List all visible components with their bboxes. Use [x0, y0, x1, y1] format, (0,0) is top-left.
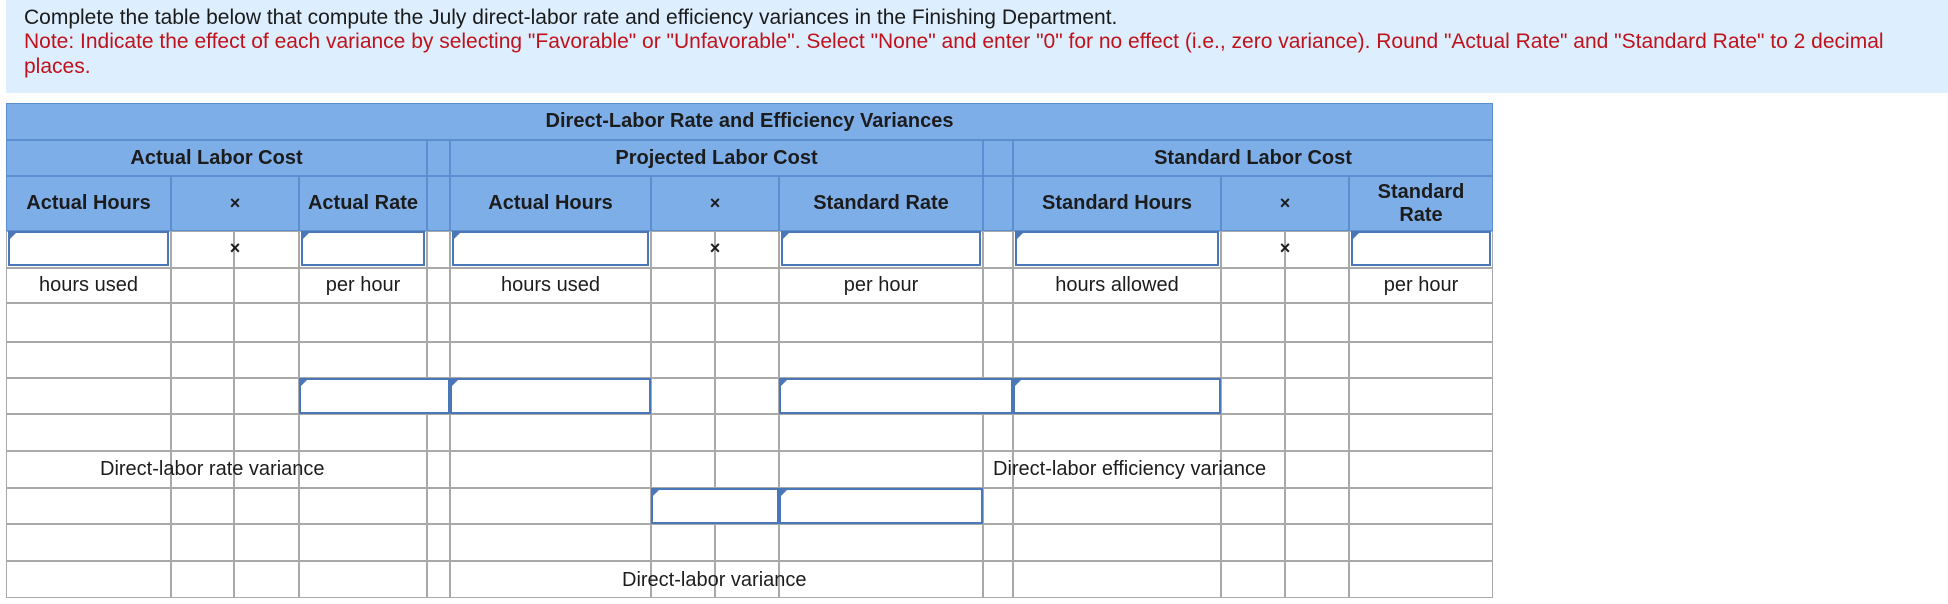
grid-cell [171, 414, 234, 451]
grid-cell [1285, 451, 1349, 488]
actual-labor-cost-input[interactable] [299, 378, 450, 414]
grid-cell [1349, 561, 1493, 598]
grid-cell [1349, 451, 1493, 488]
projected-standard-rate-input[interactable] [781, 231, 981, 266]
grid-cell [450, 524, 651, 561]
unit-per-hour: per hour [325, 273, 401, 296]
grid-cell [1013, 524, 1221, 561]
col-projected-actual-hours: Actual Hours [450, 176, 651, 231]
standard-hours-input[interactable] [1015, 231, 1219, 266]
grid-cell [1285, 268, 1349, 303]
grid-cell [983, 342, 1013, 378]
actual-rate-input[interactable] [301, 231, 425, 266]
grid-cell [6, 561, 171, 598]
grid-cell [983, 561, 1013, 598]
standard-labor-cost-input[interactable] [1013, 378, 1221, 414]
times-sign: × [709, 238, 721, 258]
grid-cell [1013, 303, 1221, 342]
grid-cell [171, 342, 234, 378]
grid-cell [1221, 342, 1285, 378]
grid-cell [1221, 561, 1285, 598]
grid-cell [234, 524, 299, 561]
col-actual-hours: Actual Hours [6, 176, 171, 231]
grid-cell [234, 303, 299, 342]
grid-cell [779, 451, 983, 488]
col-std-standard-rate: Standard Rate [1349, 176, 1493, 231]
grid-cell [779, 524, 983, 561]
unit-per-hour: per hour [1383, 273, 1459, 296]
group-actual-labor-cost: Actual Labor Cost [6, 140, 427, 176]
grid-cell [983, 524, 1013, 561]
grid-cell [450, 303, 651, 342]
grid-cell [1013, 342, 1221, 378]
variance-amount-input[interactable] [651, 488, 779, 524]
grid-cell [171, 378, 234, 414]
grid-cell [715, 524, 779, 561]
actual-hours-input[interactable] [8, 231, 169, 266]
grid-cell [715, 414, 779, 451]
grid-cell [651, 451, 715, 488]
grid-cell [450, 561, 651, 598]
grid-cell [427, 524, 450, 561]
grid-cell [427, 303, 450, 342]
grid-cell [1349, 524, 1493, 561]
grid-cell [1013, 561, 1221, 598]
grid-cell [1221, 303, 1285, 342]
grid-cell [427, 451, 450, 488]
grid-cell [1013, 488, 1221, 524]
variance-effect-select[interactable] [779, 488, 983, 524]
grid-cell [779, 414, 983, 451]
grid-cell [234, 414, 299, 451]
grid-cell [1285, 524, 1349, 561]
standard-rate-input[interactable] [1351, 231, 1491, 266]
col-standard-hours: Standard Hours [1013, 176, 1221, 231]
grid-cell [651, 524, 715, 561]
grid-cell [427, 268, 450, 303]
grid-cell [1285, 561, 1349, 598]
grid-cell [1221, 524, 1285, 561]
times-sign: × [229, 238, 241, 258]
total-variance-label: Direct-labor variance [622, 569, 807, 591]
grid-cell [6, 342, 171, 378]
grid-cell [715, 451, 779, 488]
grid-cell [983, 488, 1013, 524]
col-times: × [651, 176, 779, 231]
col-standard-rate: Standard Rate [779, 176, 983, 231]
grid-cell [171, 561, 234, 598]
grid-cell [299, 303, 427, 342]
grid-cell [651, 414, 715, 451]
grid-cell [6, 303, 171, 342]
grid-cell [171, 524, 234, 561]
grid-cell [1349, 303, 1493, 342]
grid-cell [983, 231, 1013, 268]
header-spacer [427, 176, 450, 231]
grid-cell [651, 303, 715, 342]
projected-labor-cost-2-input[interactable] [779, 378, 1013, 414]
header-spacer [427, 140, 450, 176]
grid-cell [450, 488, 651, 524]
grid-cell [1349, 378, 1493, 414]
grid-cell [6, 488, 171, 524]
instructions-text: Complete the table below that compute the July direct-labor rate and efficiency variances in the Finishing Department. [24, 6, 1118, 29]
grid-cell [1221, 488, 1285, 524]
grid-cell [983, 414, 1013, 451]
grid-cell [651, 378, 715, 414]
grid-cell [715, 378, 779, 414]
grid-cell [1285, 303, 1349, 342]
grid-cell [1221, 378, 1285, 414]
grid-cell [171, 268, 234, 303]
projected-actual-hours-input[interactable] [452, 231, 649, 266]
unit-hours-allowed: hours allowed [1055, 273, 1179, 296]
table-title: Direct-Labor Rate and Efficiency Variances [6, 103, 1493, 140]
col-actual-rate: Actual Rate [299, 176, 427, 231]
header-spacer [983, 140, 1013, 176]
grid-cell [234, 268, 299, 303]
grid-cell [983, 303, 1013, 342]
grid-cell [1349, 342, 1493, 378]
group-standard-labor-cost: Standard Labor Cost [1013, 140, 1493, 176]
group-projected-labor-cost: Projected Labor Cost [450, 140, 983, 176]
grid-cell [651, 268, 715, 303]
grid-cell [299, 414, 427, 451]
instructions-banner [6, 0, 1948, 93]
grid-cell [1285, 342, 1349, 378]
unit-hours-used: hours used [501, 273, 600, 296]
grid-cell [234, 561, 299, 598]
projected-labor-cost-input[interactable] [450, 378, 651, 414]
grid-cell [234, 342, 299, 378]
grid-cell [715, 342, 779, 378]
grid-cell [171, 303, 234, 342]
grid-cell [234, 378, 299, 414]
rate-variance-label: Direct-labor rate variance [100, 458, 325, 480]
grid-cell [450, 451, 651, 488]
header-spacer [983, 176, 1013, 231]
grid-cell [1349, 414, 1493, 451]
grid-cell [234, 488, 299, 524]
grid-cell [715, 268, 779, 303]
unit-hours-used: hours used [39, 273, 138, 296]
grid-cell [715, 303, 779, 342]
efficiency-variance-label: Direct-labor efficiency variance [993, 458, 1267, 480]
grid-cell [427, 488, 450, 524]
grid-cell [779, 342, 983, 378]
grid-cell [427, 561, 450, 598]
grid-cell [299, 524, 427, 561]
grid-cell [1221, 268, 1285, 303]
grid-cell [1013, 414, 1221, 451]
grid-cell [779, 561, 983, 598]
unit-per-hour: per hour [843, 273, 919, 296]
grid-cell [427, 231, 450, 268]
grid-cell [299, 342, 427, 378]
grid-cell [427, 414, 450, 451]
grid-cell [299, 561, 427, 598]
grid-cell [450, 414, 651, 451]
grid-cell [171, 488, 234, 524]
grid-cell [6, 414, 171, 451]
grid-cell [1221, 414, 1285, 451]
grid-cell [6, 378, 171, 414]
grid-cell [779, 303, 983, 342]
grid-cell [1285, 378, 1349, 414]
grid-cell [299, 488, 427, 524]
times-sign: × [1279, 238, 1291, 258]
grid-cell [983, 268, 1013, 303]
grid-cell [1349, 488, 1493, 524]
col-times: × [171, 176, 299, 231]
grid-cell [427, 342, 450, 378]
grid-cell [1285, 488, 1349, 524]
instructions-note: Note: Indicate the effect of each variance by selecting "Favorable" or "Unfavorable". Select "None" and enter "0" for no effect (i.e., zero variance). Round "Actual Rate" and "Standard Rate" to 2 decimal places. [24, 30, 1884, 78]
grid-cell [6, 524, 171, 561]
grid-cell [1285, 414, 1349, 451]
grid-cell [651, 342, 715, 378]
col-times: × [1221, 176, 1349, 231]
grid-cell [450, 342, 651, 378]
